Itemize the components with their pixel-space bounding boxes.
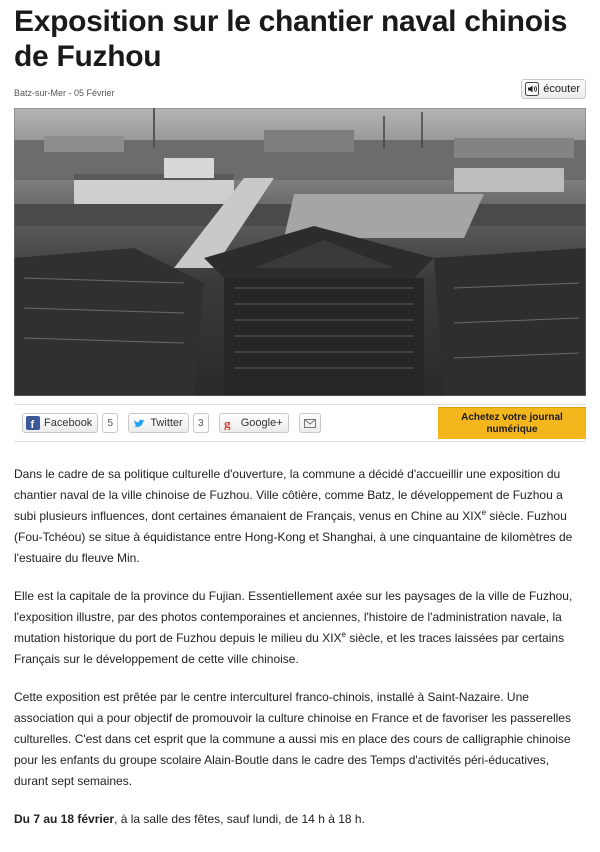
google-plus-share-button[interactable]	[219, 413, 289, 433]
paragraph-2	[14, 586, 586, 670]
event-details: , à la salle des fêtes, sauf lundi, de 14 h à 18 h.	[114, 812, 365, 826]
google-plus-icon	[223, 416, 237, 430]
twitter-label: Twitter	[150, 417, 183, 429]
twitter-share-button[interactable]	[128, 413, 188, 433]
article-body	[0, 442, 600, 830]
paragraph-2-text-b: siècle, et les traces laissées par certains Français sur le développement de cette ville chinoise.	[14, 631, 565, 666]
twitter-count: 3	[193, 413, 209, 433]
article-photo	[14, 108, 586, 396]
svg-text:g: g	[223, 416, 231, 430]
buy-digital-newspaper-button[interactable]: Achetez votre journal numérique	[438, 407, 586, 439]
share-bar	[14, 404, 586, 442]
facebook-label: Facebook	[44, 417, 93, 429]
article-title: Exposition sur le chantier naval chinois de Fuzhou	[14, 5, 568, 73]
facebook-icon	[26, 416, 40, 430]
paragraph-4	[14, 809, 586, 830]
paragraph-3: Cette exposition est prêtée par le centre interculturel franco-chinois, installé à Saint-Nazaire. Une association qui a pour objectif de promouvoir la culture chinoise en France et de favoriser les passerelles culturelles. C'est dans cet esprit que la commune a aussi mis en place des cours de calligraphie chinoise pour les enfants du groupe scolaire Alain-Boutle dans le cadre des Temps d'activités péri-éducatives, durant sept semaines.	[14, 690, 571, 788]
article-header	[0, 0, 600, 108]
google-plus-label: Google+	[240, 417, 283, 429]
facebook-count: 5	[102, 413, 118, 433]
listen-label: écouter	[543, 83, 580, 95]
harbor-photo-illustration	[14, 108, 586, 396]
svg-text:f: f	[30, 419, 35, 430]
article-meta: Batz-sur-Mer - 05 Février	[14, 88, 115, 98]
paragraph-2-superscript: e	[341, 630, 346, 639]
facebook-share-button[interactable]	[22, 413, 98, 433]
envelope-icon	[304, 419, 316, 428]
paragraph-1-superscript: e	[481, 508, 487, 517]
meta-row	[14, 78, 586, 108]
event-dates: Du 7 au 18 février	[14, 812, 115, 826]
paragraph-1-text-b: siècle. Fuzhou (Fou-Tchéou) se situe à équidistance entre Hong-Kong et Shanghai, à une cinquantaine de kilomètres de l'estuaire du fleuve Min.	[14, 509, 573, 565]
listen-button[interactable]	[521, 79, 586, 99]
paragraph-1-text-a: Dans le cadre de sa politique culturelle d'ouverture, la commune a décidé d'accueillir une exposition du chantier naval de la ville chinoise de Fuzhou. Ville côtière, comme Batz, le développement de Fuzhou a subi plusieurs influences, dont certaines émanaient de Français, venus en Chine au XIX	[14, 467, 563, 523]
paragraph-1	[14, 464, 586, 569]
paragraph-2-text-a: Elle est la capitale de la province du Fujian. Essentiellement axée sur les paysages de la ville de Fuzhou, l'exposition illustre, par des photos contemporaines et anciennes, l'histoire de l'administration navale, la mutation historique du port de Fuzhou depuis le milieu du XIX	[14, 589, 573, 645]
twitter-icon	[132, 416, 146, 430]
email-share-button[interactable]	[299, 413, 321, 433]
speaker-icon	[525, 82, 539, 96]
